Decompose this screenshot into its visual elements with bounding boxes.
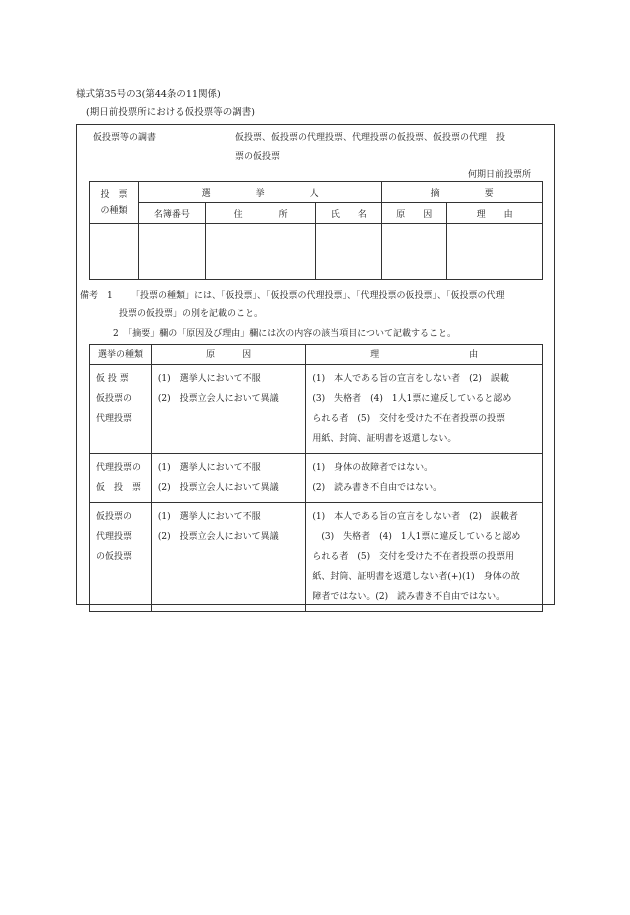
entry-vote-kind[interactable]	[90, 224, 139, 280]
col-name: 氏 名	[316, 203, 382, 224]
ref-row-reason: (1) 本人である旨の宣言をしない者 (2) 誤載者 (3) 失格者 (4) 1人1票に違反していると認め られる者 (5) 交付を受けた不在者投票の投票用 紙、封筒、証明書を返還しない者(+)(1) 身体の故 障者ではない。(2) 読み書き不自由ではない。	[306, 503, 543, 612]
note1-line1: 「投票の種類」には、「仮投票」、「仮投票の代理投票」、「代理投票の仮投票」、「仮投票の代理	[131, 291, 505, 301]
ref-header-cause: 原 因	[151, 345, 305, 365]
entry-cause[interactable]	[382, 224, 447, 280]
col-reason: 理 由	[447, 203, 543, 224]
record-table	[89, 181, 543, 280]
col-summary: 摘 要	[382, 182, 543, 203]
entry-register-no[interactable]	[138, 224, 205, 280]
form-subtitle: (期日前投票所における仮投票等の調書)	[86, 107, 255, 118]
form-number: 様式第35号の3(第44条の11関係)	[76, 89, 221, 100]
ref-row-reason: (1) 身体の故障者ではない。 (2) 読み書き不自由ではない。	[306, 454, 543, 503]
col-elector: 選 挙 人	[138, 182, 381, 203]
ref-header-kind: 選挙の種類	[90, 345, 152, 365]
col-vote-kind-line2: の種類	[100, 205, 128, 216]
ref-row-cause: (1) 選挙人において不服 (2) 投票立会人において異議	[151, 454, 305, 503]
form-title: 仮投票等の調書	[93, 133, 157, 143]
ref-row-cause: (1) 選挙人において不服 (2) 投票立会人において異議	[151, 503, 305, 612]
polling-station-label: 何期日前投票所	[468, 170, 532, 180]
ref-row-kind: 仮 投 票 仮投票の 代理投票	[90, 365, 152, 454]
form-title-right-2: 票の仮投票	[235, 152, 281, 162]
note1-label: 備考 1	[80, 291, 113, 301]
col-cause: 原 因	[382, 203, 447, 224]
ref-row-reason: (1) 本人である旨の宣言をしない者 (2) 誤載 (3) 失格者 (4) 1人1票に違反していると認め られる者 (5) 交付を受けた不在者投票の投票 用紙、封筒、証明書を返還しない。	[306, 365, 543, 454]
entry-address[interactable]	[205, 224, 316, 280]
col-register-no: 名簿番号	[138, 203, 205, 224]
ref-header-reason: 理 由	[306, 345, 543, 365]
note1-line2: 投票の仮投票」の別を記載のこと。	[119, 309, 264, 319]
ref-row-kind: 仮投票の 代理投票 の仮投票	[90, 503, 152, 612]
entry-reason[interactable]	[447, 224, 543, 280]
col-address: 住 所	[205, 203, 316, 224]
reference-table	[89, 344, 543, 612]
form-title-right-1: 仮投票、仮投票の代理投票、代理投票の仮投票、仮投票の代理 投	[235, 133, 506, 143]
ref-row-cause: (1) 選挙人において不服 (2) 投票立会人において異議	[151, 365, 305, 454]
entry-name[interactable]	[316, 224, 382, 280]
col-vote-kind-line1: 投 票	[100, 189, 128, 200]
ref-row-kind: 代理投票の 仮 投 票	[90, 454, 152, 503]
note2: 2 「摘要」欄の「原因及び理由」欄には次の内容の該当項目について記載すること。	[113, 329, 457, 339]
col-vote-kind	[90, 182, 139, 224]
